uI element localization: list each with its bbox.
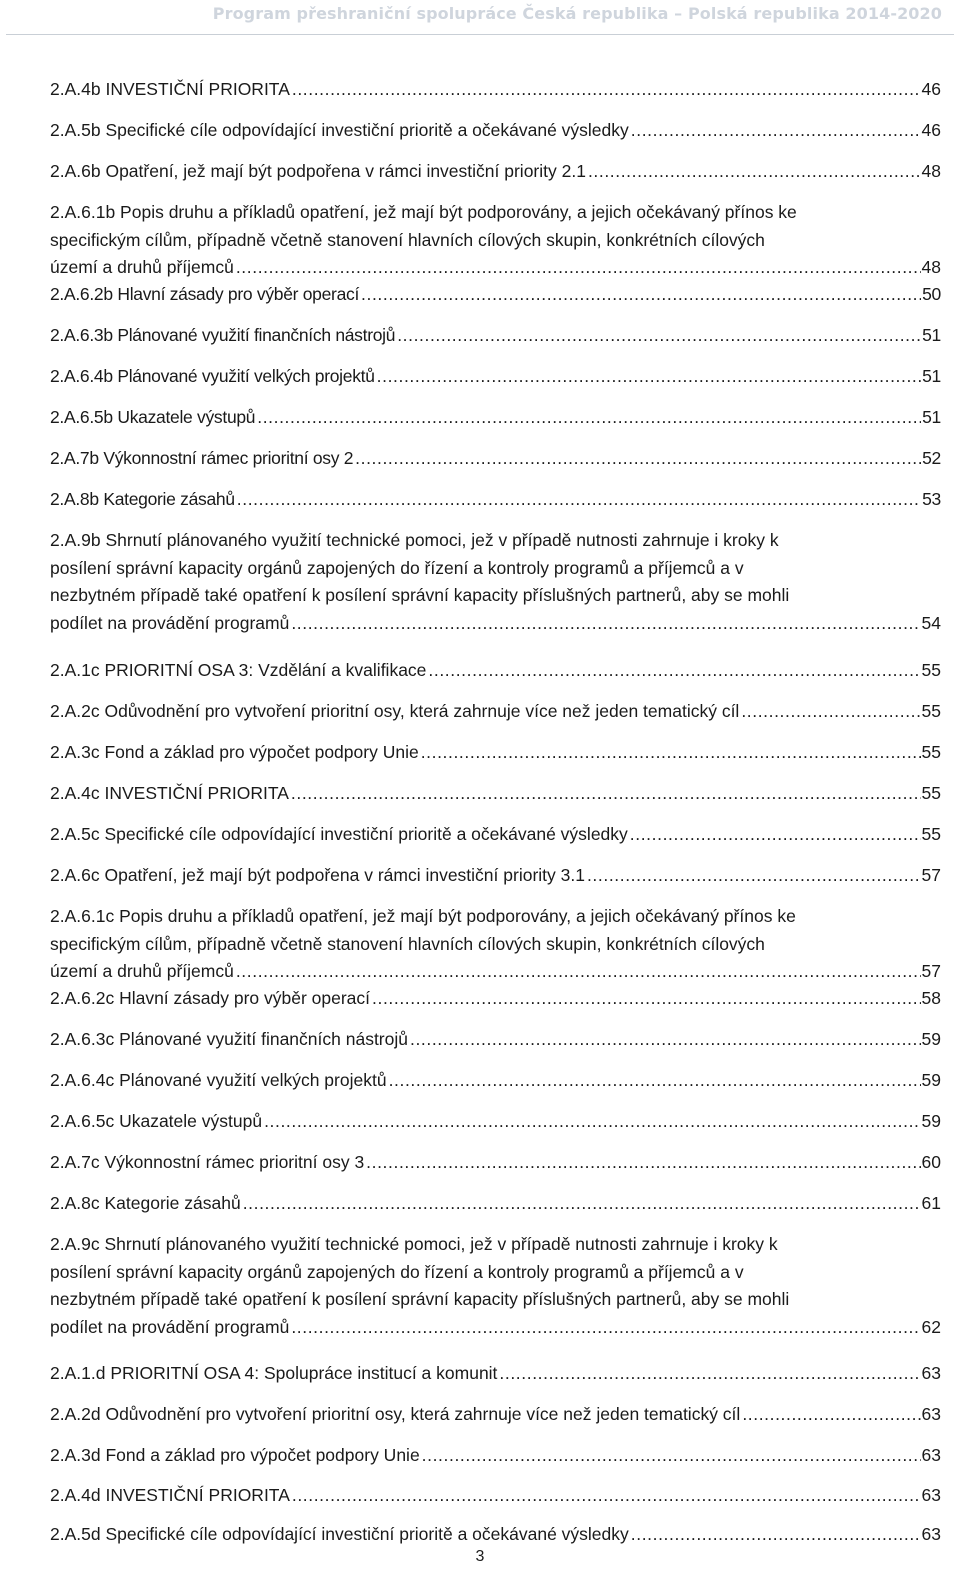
toc-entry[interactable] <box>50 780 941 808</box>
toc-entry-title: 2.A.6.3c Plánované využití finančních nástrojů <box>50 1029 408 1049</box>
dot-leader <box>237 486 921 514</box>
toc-entry-title: 2.A.8b Kategorie zásahů <box>50 489 235 509</box>
dot-leader <box>236 254 921 282</box>
dot-leader <box>377 363 921 391</box>
page-number: 3 <box>475 1548 485 1565</box>
toc-page-number: 48 <box>921 161 941 181</box>
toc-entry-line: 2.A.6.1c Popis druhu a příkladů opatření, jež mají být podporovány, a jejich očekávaný přínos ke <box>50 906 796 926</box>
toc-entry[interactable] <box>50 1149 941 1177</box>
toc-page-number: 55 <box>921 824 941 844</box>
toc-entry-title: 2.A.4b INVESTIČNÍ PRIORITA <box>50 79 290 99</box>
toc-entry-line: 2.A.6.1b Popis druhu a příkladů opatření, jež mají být podporovány, a jejich očekávaný přínos ke <box>50 202 797 222</box>
toc-entry-title: 2.A.6.3b Plánované využití finančních nástrojů <box>50 325 396 345</box>
toc-entry[interactable] <box>50 1190 941 1218</box>
toc-entry-title: podílet na provádění programů <box>50 1316 290 1337</box>
dot-leader <box>588 158 921 186</box>
toc-entry[interactable] <box>50 985 941 1013</box>
toc-page-number: 63 <box>921 1485 941 1505</box>
toc-entry[interactable] <box>50 821 941 849</box>
dot-leader <box>389 1067 921 1095</box>
toc-entry[interactable] <box>50 1231 941 1341</box>
toc-entry[interactable] <box>50 158 941 186</box>
toc-entry-title: 2.A.7b Výkonnostní rámec prioritní osy 2 <box>50 448 354 468</box>
toc-page-number: 51 <box>922 325 941 345</box>
dot-leader <box>742 1401 920 1429</box>
toc-entry-title: 2.A.3c Fond a základ pro výpočet podpory Unie <box>50 742 419 762</box>
dot-leader <box>366 1149 920 1177</box>
toc-entry-title: 2.A.1.d PRIORITNÍ OSA 4: Spolupráce institucí a komunit <box>50 1363 498 1383</box>
toc-entry-title: 2.A.6.2c Hlavní zásady pro výběr operací <box>50 988 371 1008</box>
toc-page-number: 51 <box>922 366 941 386</box>
toc-entry-title: 2.A.6b Opatření, jež mají být podpořena v rámci investiční priority 2.1 <box>50 161 586 181</box>
dot-leader <box>291 1314 920 1342</box>
toc-entry[interactable] <box>50 527 941 637</box>
dot-leader <box>421 739 921 767</box>
toc-entry-title: území a druhů příjemců <box>50 961 234 981</box>
toc-page-number: 63 <box>921 1404 941 1424</box>
toc-page-number: 52 <box>922 448 941 468</box>
toc-entry-title: 2.A.2c Odůvodnění pro vytvoření prioritní osy, která zahrnuje více než jeden tematický cíl <box>50 701 740 721</box>
toc-entry-title: území a druhů příjemců <box>50 257 234 277</box>
toc-entry[interactable] <box>50 486 941 514</box>
toc-entry-title: 2.A.6.5c Ukazatele výstupů <box>50 1111 263 1131</box>
toc-entry[interactable] <box>50 1521 941 1549</box>
toc-page-number: 55 <box>921 701 941 721</box>
toc-entry-line: specifickým cílům, případně včetně stanovení hlavních cílových skupin, konkrétních cílových <box>50 229 765 250</box>
toc-page-number: 48 <box>921 257 941 277</box>
toc-entry-title: 2.A.4c INVESTIČNÍ PRIORITA <box>50 783 289 803</box>
toc-entry[interactable] <box>50 281 941 309</box>
dot-leader <box>355 445 921 473</box>
toc-page-number: 59 <box>921 1070 941 1090</box>
toc-page-number: 46 <box>921 79 941 99</box>
toc-entry[interactable] <box>50 698 941 726</box>
toc-page-number: 63 <box>921 1524 941 1544</box>
toc-entry-line: 2.A.9c Shrnutí plánovaného využití technické pomoci, jež v případě nutnosti zahrnuje i kroky k <box>50 1234 778 1254</box>
toc-entry-title: 2.A.6.4b Plánované využití velkých projektů <box>50 366 375 386</box>
toc-entry[interactable] <box>50 1442 941 1470</box>
toc-entry[interactable] <box>50 363 941 391</box>
toc-entry[interactable] <box>50 322 941 350</box>
dot-leader <box>630 821 921 849</box>
toc-entry-line: nezbytném případě také opatření k posílení správní kapacity příslušných partnerů, aby se mohli <box>50 585 790 605</box>
toc-entry[interactable] <box>50 76 941 104</box>
dot-leader <box>587 862 921 890</box>
toc-entry-title: 2.A.5d Specifické cíle odpovídající investiční prioritě a očekávané výsledky <box>50 1524 629 1544</box>
dot-leader <box>499 1360 920 1388</box>
toc-entry[interactable] <box>50 445 941 473</box>
toc-page-number: 55 <box>921 783 941 803</box>
toc-entry-title: 2.A.6.5b Ukazatele výstupů <box>50 407 256 427</box>
toc-entry[interactable] <box>50 657 941 685</box>
toc-entry-title: 2.A.8c Kategorie zásahů <box>50 1193 241 1213</box>
toc-entry-title: 2.A.5b Specifické cíle odpovídající investiční prioritě a očekávané výsledky <box>50 120 629 140</box>
page-header-title: Program přeshraniční spolupráce Česká republika – Polská republika 2014-2020 <box>212 4 942 23</box>
dot-leader <box>264 1108 920 1136</box>
toc-entry-line: nezbytném případě také opatření k posílení správní kapacity příslušných partnerů, aby se mohli <box>50 1289 790 1309</box>
dot-leader <box>397 322 921 350</box>
toc-entry-title: 2.A.3d Fond a základ pro výpočet podpory Unie <box>50 1445 420 1465</box>
toc-page-number: 53 <box>922 489 941 509</box>
toc-page-number: 50 <box>922 284 941 304</box>
toc-entry-line: posílení správní kapacity orgánů zapojených do řízení a kontroly programů a příjemců a v <box>50 1261 744 1282</box>
dot-leader <box>292 1482 921 1510</box>
dot-leader <box>631 117 921 145</box>
toc-entry[interactable] <box>50 404 941 432</box>
toc-page-number: 62 <box>921 1316 941 1337</box>
toc-entry-title: 2.A.6.4c Plánované využití velkých projektů <box>50 1070 387 1090</box>
toc-entry[interactable] <box>50 862 941 890</box>
toc-entry-title: 2.A.1c PRIORITNÍ OSA 3: Vzdělání a kvalifikace <box>50 660 427 680</box>
toc-entry[interactable] <box>50 903 941 986</box>
toc-page-number: 63 <box>921 1363 941 1383</box>
toc-page-number: 55 <box>921 742 941 762</box>
dot-leader <box>292 76 921 104</box>
toc-entry-title: 2.A.2d Odůvodnění pro vytvoření prioritní osy, která zahrnuje více než jeden tematický cíl <box>50 1404 741 1424</box>
dot-leader <box>291 610 920 638</box>
toc-page-number: 51 <box>922 407 941 427</box>
toc-entry[interactable] <box>50 1401 941 1429</box>
toc-page-number: 59 <box>921 1111 941 1131</box>
dot-leader <box>236 958 921 986</box>
toc-entry-title: 2.A.6.2b Hlavní zásady pro výběr operací <box>50 284 360 304</box>
toc-entry[interactable] <box>50 1108 941 1136</box>
toc-entry-title: 2.A.4d INVESTIČNÍ PRIORITA <box>50 1485 290 1505</box>
toc-page-number: 63 <box>921 1445 941 1465</box>
toc-page-number: 60 <box>921 1152 941 1172</box>
toc-entry[interactable] <box>50 1360 941 1388</box>
dot-leader <box>631 1521 921 1549</box>
toc-page-number: 46 <box>921 120 941 140</box>
toc-entry-title: 2.A.5c Specifické cíle odpovídající investiční prioritě a očekávané výsledky <box>50 824 628 844</box>
toc-entry-title: podílet na provádění programů <box>50 612 290 633</box>
toc-page-number: 61 <box>921 1193 941 1213</box>
toc-entry[interactable] <box>50 1026 941 1054</box>
dot-leader <box>372 985 921 1013</box>
toc-entry-line: 2.A.9b Shrnutí plánovaného využití technické pomoci, jež v případě nutnosti zahrnuje i kroky k <box>50 530 779 550</box>
toc-page-number: 57 <box>921 865 941 885</box>
toc-entry-title: 2.A.6c Opatření, jež mají být podpořena v rámci investiční priority 3.1 <box>50 865 585 885</box>
header-rule <box>6 34 954 35</box>
toc-entry[interactable] <box>50 1067 941 1095</box>
toc-entry[interactable] <box>50 1482 941 1510</box>
toc-entry[interactable] <box>50 199 941 282</box>
dot-leader <box>422 1442 921 1470</box>
dot-leader <box>428 657 920 685</box>
toc-entry[interactable] <box>50 117 941 145</box>
toc-entry[interactable] <box>50 739 941 767</box>
dot-leader <box>243 1190 921 1218</box>
dot-leader <box>257 404 921 432</box>
dot-leader <box>410 1026 921 1054</box>
dot-leader <box>291 780 921 808</box>
toc-page-number: 58 <box>921 988 941 1008</box>
toc-entry-title: 2.A.7c Výkonnostní rámec prioritní osy 3 <box>50 1152 365 1172</box>
toc-page-number: 55 <box>921 660 941 680</box>
dot-leader <box>361 281 921 309</box>
toc-page-number: 59 <box>921 1029 941 1049</box>
dot-leader <box>741 698 920 726</box>
toc-entry-line: posílení správní kapacity orgánů zapojených do řízení a kontroly programů a příjemců a v <box>50 557 744 578</box>
toc-entry-line: specifickým cílům, případně včetně stanovení hlavních cílových skupin, konkrétních cílových <box>50 933 765 954</box>
toc-page-number: 57 <box>921 961 941 981</box>
toc-page-number: 54 <box>921 612 941 633</box>
